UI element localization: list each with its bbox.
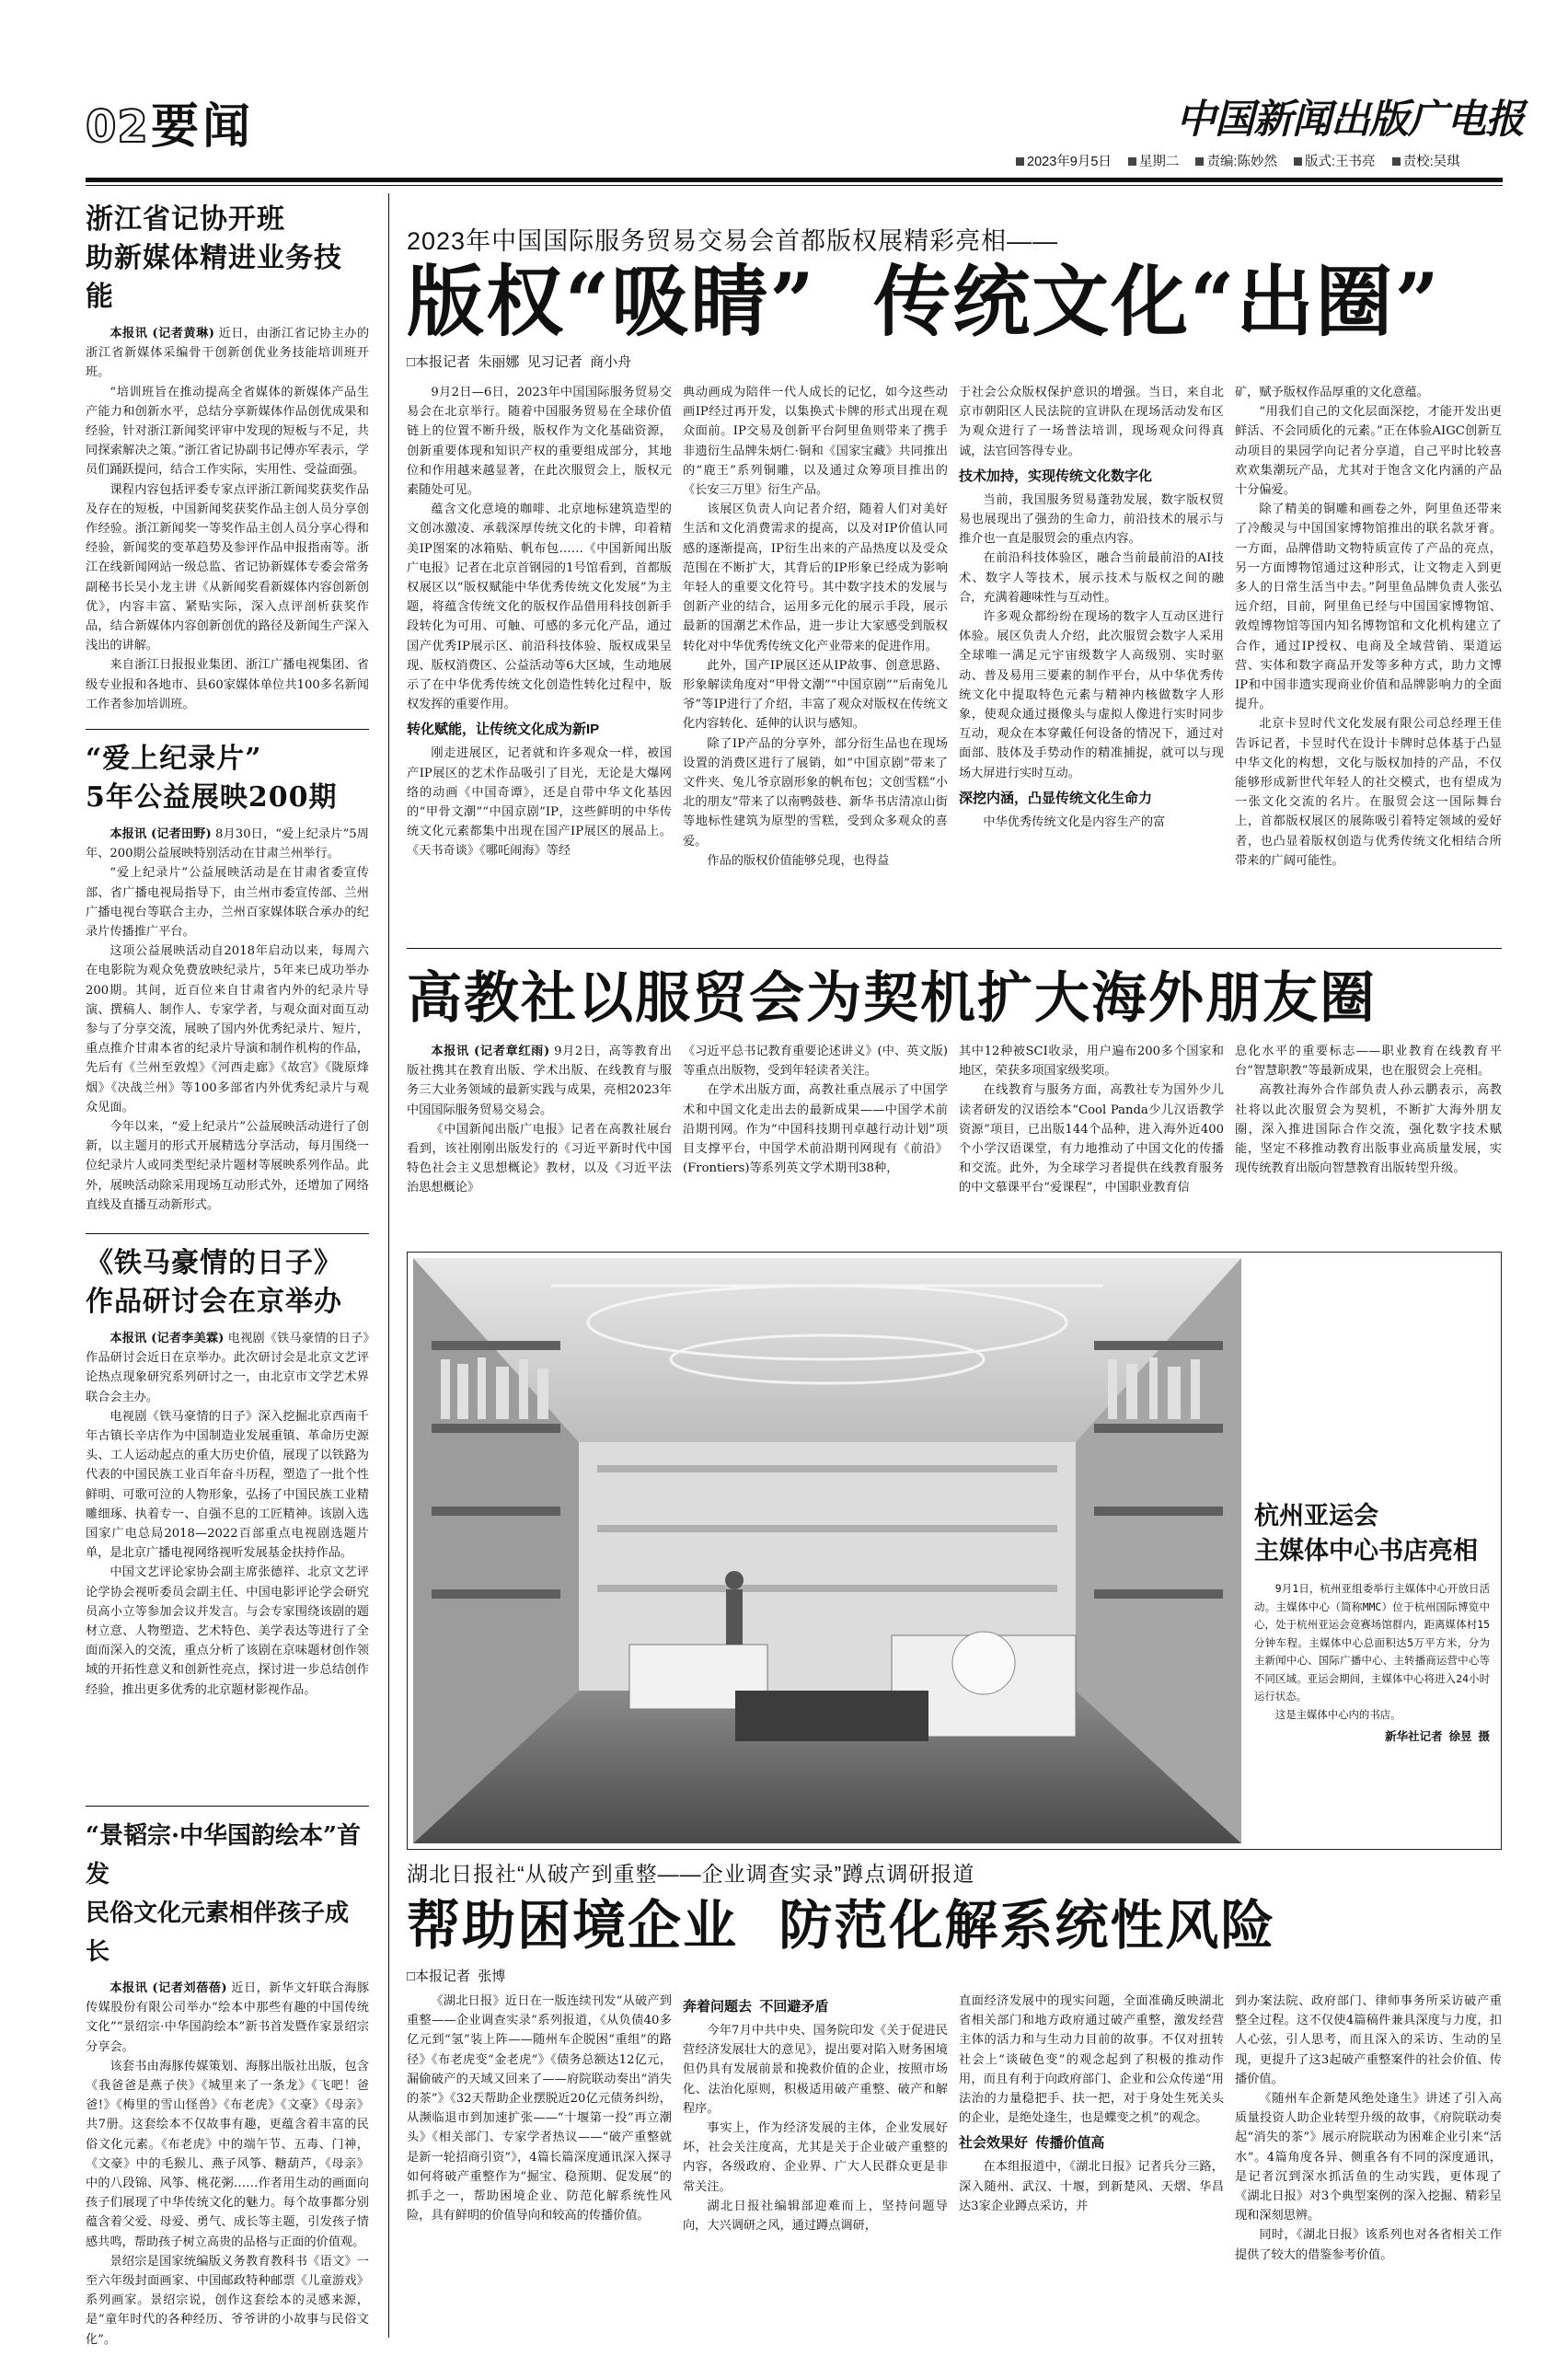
article-picture-books (86, 1817, 370, 2347)
gaojiao-header (407, 952, 1502, 1036)
issue-weekday: 星期二 (1138, 155, 1180, 169)
gaojiao-col-4 (1235, 1042, 1502, 1237)
paragraph: 同时，《湖北日报》该系列也对各省相关工作提供了较大的借鉴参考价值。 (1235, 2228, 1502, 2262)
photo-caption: 9月1日，杭州亚组委举行主媒体中心开放日活动。主媒体中心（简称MMC）位于杭州国际博览中心，处于杭州亚运会竞赛场馆群内，距离媒体村15分钟车程。主媒体中心总面积达5万平方米，分为主新闻中心、国际广播中心、主转播商运营中心等不同区域。亚运会期间，主媒体中心将进入24小时运行状态。 (1254, 1582, 1490, 1703)
article-documentary-screening (86, 740, 369, 1218)
article-title-line1: 浙江省记协开班 (86, 203, 285, 236)
byline: 本报讯 (记者黄琳) (110, 327, 214, 341)
paragraph: 刚走进展区，记者就和许多观众一样，被国产IP展区的艺术作品吸引了目光，无论是大爆网络的动画《中国奇谭》，还是自带中华文化基因的“甲骨文潮”“中国京剧”IP，这些鲜明的中华传统文化元素都集中出现在国产IP展区的展品上。《天书奇谈》《哪吒闹海》等经 (407, 746, 672, 859)
lead-kicker: 2023年中国国际服务贸易交易会首都版权展精彩亮相—— (407, 227, 1059, 255)
paragraph: 在学术出版方面，高教社重点展示了中国学术和中国文化走出去的最新成果——中国学术前沿期刊网。作为“中国科技期刊卓越行动计划”项目支撑平台，中国学术前沿期刊网现有《前沿》(Frontiers)等系列英文学术期刊38种， (683, 1083, 948, 1176)
paragraph: “培训班旨在推动提高全省媒体的新媒体产品生产能力和创新水平，总结分享新媒体作品创优成果和经验，针对浙江新闻奖评审中发现的短板与不足，共同探索解决之策。”浙江省记协副书记傅亦军表示，学员们踊跃提问，结合工作实际，实用性、受益面强。 (86, 385, 369, 478)
paragraph: 于社会公众版权保护意识的增强。当日，来自北京市朝阳区人民法院的宣讲队在现场活动发布区为观众进行了一场普法培训，现场观众问得真诚，法官回答得专业。 (959, 386, 1224, 458)
paragraph: 除了IP产品的分享外，部分衍生品也在现场设置的消费区进行了展销，如“中国京剧”带来了文件夹、兔儿爷京剧形象的帆布包；文创雪糕“小北的朋友”带来了以南鸭鼓巷、新华书店清凉山街等地标性建筑为原型的雪糕，受到众多观众的喜爱。 (683, 736, 948, 849)
lead-col-3 (959, 383, 1224, 942)
paragraph: 电视剧《铁马豪情的日子》作品研讨会近日在京举办。此次研讨会是北京文艺评论热点现象研究系列研讨之一，由北京市文学艺术界联合会主办。 (86, 1332, 369, 1404)
paragraph: 9月2日—6日，2023年中国国际服务贸易交易会在北京举行。随着中国服务贸易在全球价值链上的位置不断升级，版权作为文化基础资源，创新重要体现和知识产权的重要组成部分，其地位和作用越来越显著，在此次服贸会上，版权元素随处可见。 (407, 386, 672, 498)
hubei-credit: □本报记者 张博 (407, 1969, 506, 1984)
paragraph: 近日，由浙江省记协主办的浙江省新媒体采编骨干创新创优业务技能培训班开班。 (86, 327, 370, 380)
lead-credit: □本报记者 朱丽娜 见习记者 商小舟 (407, 354, 632, 370)
paragraph: 直面经济发展中的现实问题，全面准确反映湖北省相关部门和地方政府通过破产重整，激发经营主体的活力和与生动力目前的故事。不仅对扭转社会上“谈破色变”的观念起到了积极的推动作用，而且有利于向政府部门、企业和公众传递“用法治的力量稳把手、扶一把，对于身处生死关头的企业，是绝处逢生，也是蝶变之机”的观念。 (959, 1994, 1224, 2126)
bookstore-photo (413, 1258, 1241, 1843)
paragraph: “用我们自己的文化层面深挖，才能开发出更鲜活、不会同质化的元素。”正在体验AIGC创新互动项目的果园学向记者分享道，自己平时比较喜欢欢集潮玩产品，尤其对于饱含文化内涵的产品十分偏爱。 (1235, 405, 1502, 498)
paragraph: “爱上纪录片”公益展映活动是在甘肃省委宣传部、省广播电视局指导下，由兰州市委宣传部、兰州广播电视台等联合主办，兰州百家媒体联合承办的纪录片传播推广平台。 (86, 866, 369, 940)
lead-title: 版权“吸睛” 传统文化“出圈” (407, 256, 1441, 347)
proof-credit: 责校:吴琪 (1402, 155, 1460, 169)
subheading: 技术加持，实现传统文化数字化 (959, 468, 1153, 484)
paragraph: 当前，我国服务贸易蓬勃发展，数字版权贸易也展现出了强劲的生命力，前沿技术的展示与推介也一直是服贸会的重点内容。 (959, 492, 1224, 547)
paragraph: 《中国新闻出版广电报》记者在高教社展台看到，该社刚刚出版发行的《习近平新时代中国特色社会主义思想概论》教材，以及《习近平法治思想概论》 (407, 1122, 672, 1195)
left-column-divider (388, 193, 389, 2338)
subheading: 深挖内涵，凸显传统文化生命力 (959, 790, 1153, 806)
paragraph: 湖北日报社编辑部迎难而上，坚持问题导向，大兴调研之风，通过蹲点调研， (683, 2199, 948, 2234)
paragraph: 9月2日，高等教育出版社携其在教育出版、学术出版、在线教育与服务三大业务领域的最新实践与成果，亮相2023年中国国际服务贸易交易会。 (407, 1045, 672, 1117)
article-title-line2: 民俗文化元素相伴孩子成长 (86, 1900, 350, 1966)
hubei-header (407, 1855, 1502, 1993)
byline: 本报讯 (记者田野) (110, 827, 212, 841)
subheading: 奔着问题去 不回避矛盾 (683, 1999, 829, 2015)
paragraph: 今年以来，“爱上纪录片”公益展映活动进行了创新，以主题月的形式开展精选分享活动，每月围绕一位纪录片人或同类型纪录片题材等展映系列作品。此外，展映活动除采用现场互动形式外，还增加了网络直线及直播互动新形式。 (86, 1120, 369, 1212)
hubei-title: 帮助困境企业 防范化解系统性风险 (407, 1894, 1276, 1957)
section-name: 要闻 (151, 98, 255, 155)
gaojiao-col-2 (683, 1042, 948, 1237)
photo-title-line1: 杭州亚运会 (1254, 1502, 1378, 1530)
hubei-col-2 (683, 1992, 948, 2338)
masthead-rule-thin (86, 185, 1503, 186)
paragraph: 《随州车企新楚风绝处逢生》讲述了引入高质量投资人助企业转型升级的故事，《府院联动奏起“消失的茶”》展示府院联动为困难企业引来“活水”。4篇角度各异、侧重各有不同的深度通讯，是记者沉到深水抓活鱼的生动实践，更体现了《湖北日报》对3个典型案例的深入挖掘、精彩呈现和深刻思辨。 (1235, 2092, 1502, 2223)
paragraph: 中华优秀传统文化是内容生产的富 (983, 814, 1166, 829)
article-title-line2: 助新媒体精进业务技能 (86, 242, 342, 313)
byline: 本报讯 (记者李美霖) (110, 1332, 225, 1345)
paragraph: 电视剧《铁马豪情的日子》深入挖掘北京西南千年古镇长辛店作为中国制造业发展重镇、革命历史源头、工人运动起点的重大历史价值，展现了以铁路为代表的中国民族工业百年奋斗历程，塑造了一批个性鲜明、可歌可泣的人物形象，弘扬了中国民族工业精雕细琢、执着专一、自强不息的工匠精神。该剧入选国家广电总局2018—2022百部重点电视剧选题片单，是北京广播电视网络视听发展基金扶持作品。 (86, 1409, 369, 1561)
paragraph: 8月30日，“爱上纪录片”5周年、200期公益展映特别活动在甘肃兰州举行。 (86, 827, 369, 861)
byline: 本报讯 (记者章红雨) (431, 1045, 550, 1058)
photo-title-line2: 主媒体中心书店亮相 (1254, 1537, 1478, 1565)
paragraph: 近日，新华文轩联合海豚传媒股份有限公司举办“绘本中那些有趣的中国传统文化”“景绍宗·中华国韵绘本”新书首发暨作家景绍宗分享会。 (86, 1981, 370, 2054)
photo-caption-2: 这是主媒体中心内的书店。 (1274, 1707, 1401, 1721)
lead-col-1 (407, 383, 672, 942)
paragraph: 该展区负责人向记者介绍，随着人们对美好生活和文化消费需求的提高，以及对IP价值认同感的逐渐提高，IP衍生出来的产品热度以及受众范围在不断扩大，其背后的IP形象已经成为影响年轻人的重要文化符号。其中数字技术的发展与创新产业的结合，运用多元化的展示手段，展示最新的国潮艺术作品，进一步让大家感受到版权转化对中华优秀传统文化产业带来的促进作用。 (683, 502, 948, 653)
article-title-line1: 《铁马豪情的日子》 (86, 1247, 342, 1279)
photo-caption-block (1254, 1499, 1490, 1744)
paragraph: 今年7月中共中央、国务院印发《关于促进民营经济发展壮大的意见》，提出要对陷入财务困境但仍具有发展前景和挽救价值的企业，按照市场化、法治化原则，积极适用破产重整、破产和解程序。 (683, 2024, 948, 2116)
paragraph: 除了精美的铜雕和画卷之外，阿里鱼还带来了冷酸灵与中国国家博物馆推出的联名款牙膏。一方面，品牌借助文物特质宣传了产品的亮点，另一方面博物馆通过这种形式，让文物走入到更多人的日常生活当中去。”阿里鱼品牌负责人张弘远介绍，目前，阿里鱼已经与中国国家博物馆、敦煌博物馆等国内知名博物馆和文化机构建立了合作，通过IP授权、电商及全域营销、渠道运营、实体和数字商品开发等多种方式，助力文博IP和中国非遗实现商业价值和品牌影响力的全面提升。 (1235, 502, 1502, 712)
layout-credit: 版式:王书亮 (1305, 155, 1376, 169)
article-divider (86, 1806, 369, 1807)
lead-article-header (407, 202, 1502, 377)
gaojiao-col-1 (407, 1042, 672, 1237)
article-title-line2: 作品研讨会在京举办 (86, 1286, 342, 1318)
photo-credit: 新华社记者 徐昱 摄 (1385, 1730, 1490, 1743)
hubei-col-1 (407, 1992, 672, 2338)
paragraph: 中国文艺评论家协会副主席张德祥、北京文艺评论学协会视听委员会副主任、中国电影评论学会研究员高小立等参加会议并发言。与会专家围绕该剧的题材立意、人物塑造、艺术特色、美学表达等进行了全面而深入的交流，重点分析了该剧在京味题材创作领域的开拓性意义和创新性亮点，探讨进一步总结创作经验，推出更多优秀的北京题材影视作品。 (86, 1565, 369, 1697)
paragraph: 在前沿科技体验区，融合当前最前沿的AI技术、数字人等技术，展示技术与版权之间的融合，充满着趣味性与互动性。 (959, 551, 1224, 605)
byline: 本报讯 (记者刘蓓蓓) (110, 1981, 227, 1995)
gaojiao-title: 高教社以服贸会为契机扩大海外朋友圈 (407, 966, 1377, 1031)
paragraph: 《习近平总书记教育重要论述讲义》(中、英文版)等重点出版物，受到年轻读者关注。 (683, 1045, 948, 1079)
hubei-col-3 (959, 1992, 1224, 2338)
paragraph: 事实上，作为经济发展的主体，企业发展好坏，社会关注度高，尤其是关于企业破产重整的内容，各级政府、企业界、广大人民群众更是非常关注。 (683, 2121, 948, 2194)
article-title-line1: “爱上纪录片” (86, 743, 262, 775)
paragraph: 来自浙江日报报业集团、浙江广播电视集团、省级专业报和各地市、县60家媒体单位共100多名新闻工作者参加培训班。 (86, 658, 369, 711)
paragraph: 《湖北日报》近日在一版连续刊发“从破产到重整——企业调查实录”系列报道，《从负债40多亿元到“氢”装上阵——随州车企脱困“重组”的路径》《布老虎变“金老虎”》《债务总额达12亿元，漏偷破产的天域又回来了——府院联动奏出“消失的茶”》《32天帮助企业摆脱近20亿元债务纠纷，从濒临退市到加速扩张——“十堰第一投”再立潮头》《相关部门、专家学者热议——“破产重整就是新一轮招商引资”》，4篇长篇深度通讯深入探寻如何将破产重整作为“掘宝、稳预期、促发展”的抓手之一，帮助困境企业、防范化解系统性风险，具有鲜明的价值导向和较高的传播价值。 (407, 1994, 672, 2223)
paragraph: 矿，赋予版权作品厚重的文化意蕴。 (1235, 386, 1429, 399)
masthead-rule (86, 178, 1503, 182)
paragraph: 典动画成为陪伴一代人成长的记忆，如今这些动画IP经过再开发，以集换式卡牌的形式出现在观众面前。IP交易及创新平台阿里鱼则带来了携手非遗衍生品牌朱炳仁·铜和《国家宝藏》共同推出的“鹿王”系列铜雕，以及通过众筹项目推出的《长安三万里》衍生产品。 (683, 386, 948, 498)
page-number: 02 (86, 101, 149, 153)
paragraph: 这项公益展映活动自2018年启动以来，每周六在电影院为观众免费放映纪录片，5年来已成功举办200期。其间，近百位来自甘肃省内外的纪录片导演、撰稿人、制作人、专家学者，与观众面对面互动参与了分享交流，展映了国内外优秀纪录片、短片，重点推介甘肃本省的纪录片导演和制作机构的作品，先后有《兰州至敦煌》《河西走廊》《故宫》《陇原烽烟》《决战兰州》等100多部省内外优秀纪录片与观众见面。 (86, 944, 369, 1114)
paragraph: 在本组报道中，《湖北日报》记者兵分三路，深入随州、武汉、十堰，到新楚风、天熠、华昌达3家企业蹲点采访，并 (959, 2160, 1224, 2213)
masthead (0, 0, 1568, 198)
subheading: 转化赋能，让传统文化成为新IP (407, 722, 600, 738)
paragraph: 该套书由海豚传媒策划、海豚出版社出版，包含《我爸爸是燕子侠》《城里来了一条龙》《飞吧！爸爸!》《梅里的雪山怪兽》《布老虎》《文豪》《母亲》共7册。这套绘本不仅故事有趣，更蕴含着丰富的民俗文化元素。《布老虎》中的端午节、五毒、门神，《文豪》中的毛猴儿、燕子风筝、糖葫芦，《母亲》中的八段锦、风筝、桃花粥……作者用生动的画面向孩子们展现了中华传统文化的魅力。每个故事都分别蕴含着父爱、母爱、勇气、成长等主题，引发孩子情感共鸣，帮助孩子树立高贵的品格与正面的价值观。 (86, 2059, 369, 2249)
editor-credit: 责编:陈妙然 (1206, 155, 1277, 169)
paragraph: 在线教育与服务方面，高教社专为国外少儿读者研发的汉语绘本“Cool Panda少儿汉语教学资源”项目，已出版144个品种，进入海外近400个小学汉语课堂，有力地推动了中国文化的传播和交流。此外，为全球学习者提供在线教育服务的中文慕课平台“爱课程”，中国职业教育信 (959, 1083, 1224, 1195)
subheading: 社会效果好 传播价值高 (959, 2135, 1105, 2152)
lead-col-2 (683, 383, 948, 942)
hubei-kicker: 湖北日报社“从破产到重整——企业调查实录”蹲点调研报道 (407, 1862, 975, 1886)
paragraph: 其中12种被SCI收录，用户遍布200多个国家和地区，荣获多项国家级奖项。 (959, 1045, 1224, 1079)
article-title-line2: 5年公益展映200期 (86, 781, 338, 814)
section-divider (407, 948, 1502, 949)
paragraph: 高教社海外合作部负责人孙云鹏表示，高教社将以此次服贸会为契机，不断扩大海外朋友圈，深入推进国际合作交流，强化数字技术赋能，坚定不移推动教育出版事业高质量发展，实现传统教育出版向智慧教育出版转型升级。 (1235, 1083, 1502, 1176)
article-divider (86, 729, 369, 730)
article-zhejiang-training (86, 201, 369, 716)
paragraph: 景绍宗是国家统编版义务教育教科书《语文》一至六年级封面画家、中国邮政特种邮票《儿童游戏》系列画家。景绍宗说，创作这套绘本的灵感来源，是“童年时代的各种经历、爷爷讲的小故事与民俗文化”。 (86, 2254, 369, 2347)
article-divider (86, 1233, 369, 1234)
bookstore-photo-frame (407, 1252, 1502, 1850)
paragraph: 课程内容包括评委专家点评浙江新闻奖获奖作品及存在的短板，中国新闻奖获奖作品主创人员分享创作经验。浙江新闻奖一等奖作品主创人员分享心得和经验，新闻奖的变革趋势及参评作品申报指南等。浙江在线新闻网站一级总监、省记协新媒体专委会常务副秘书长吴小龙主讲《从新闻奖看新媒体内容创新创优》，内容丰富、紧贴实际，深入点评剖析获奖作品，结合新媒体内容创新创优的路径及新闻生产深入浅出的讲解。 (86, 482, 369, 653)
paper-name-logo: 中国新闻出版广电报 (1176, 97, 1524, 143)
article-title-line1: “景韬宗·中华国韵绘本”首发 (86, 1822, 361, 1888)
paragraph: 息化水平的重要标志——职业教育在线教育平台“智慧职教”等最新成果，也在服贸会上亮相。 (1235, 1045, 1502, 1079)
lead-col-4 (1235, 383, 1502, 942)
paragraph: 北京卡昱时代文化发展有限公司总经理王佳告诉记者，卡昱时代在设计卡牌时总体基于凸显中华文化的构想，文化与版权加持的产品，不仅能够形成新世代年轻人的社交模式，也有望成为一张文化交流的名片。在服贸会这一国际舞台上，首都版权展区的展陈吸引着特定领域的爱好者，也凸显着版权创造与优秀传统文化相结合所带来的广阔可能性。 (1235, 717, 1502, 868)
paragraph: 蕴含文化意境的咖啡、北京地标建筑造型的文创冰激凌、承载深厚传统文化的卡牌，印着精美IP图案的冰箱贴、帆布包……《中国新闻出版广电报》记者在北京首钢园的1号馆看到，首都版权展区以“版权赋能中华优秀传统文化发展”为主题，将蕴含传统文化的版权作品借用科技创新手段转化为可用、可触、可感的多元化产品，通过国产优秀IP展示区、前沿科技体验、版权成果呈现、版权消费区、公益活动等6大区域，生动地展示了在中华优秀传统文化创造性转化过程中，版权发挥的重要作用。 (407, 502, 672, 712)
paragraph: 到办案法院、政府部门、律师事务所采访破产重整全过程。这不仅使4篇稿件兼具深度与力度，扣人心弦，引人思考，而且深入的采访、生动的呈现，更提升了这3起破产重整案件的社会价值、传播价值。 (1235, 1994, 1502, 2086)
paragraph: 许多观众都纷纷在现场的数字人互动区进行体验。展区负责人介绍，此次服贸会数字人采用全球唯一满足元宇宙级数字人高级别、实时驱动、普及易用三要素的制作平台，从中华优秀传统文化中提取特色元素与精神内核做数字人形象，使观众通过摄像头与虚拟人像进行实时同步互动，观众在本穿戴任何设备的情况下，通过对面部、肢体及手势动作的精准捕捉，就可以与现场大屏进行实时互动。 (959, 610, 1224, 780)
paragraph: 作品的版权价值能够兑现，也得益 (707, 853, 890, 868)
gaojiao-col-3 (959, 1042, 1224, 1237)
issue-info (1016, 153, 1460, 171)
article-tiema-seminar (86, 1244, 369, 1796)
issue-date: 2023年9月5日 (1027, 155, 1112, 169)
paragraph: 此外，国产IP展区还从IP故事、创意思路、形象解读角度对“甲骨文潮”“中国京剧”“后南兔儿爷”等IP进行了介绍，丰富了观众对版权在传统文化内容转化、延伸的认识与感知。 (683, 658, 948, 732)
hubei-col-4 (1235, 1992, 1502, 2338)
